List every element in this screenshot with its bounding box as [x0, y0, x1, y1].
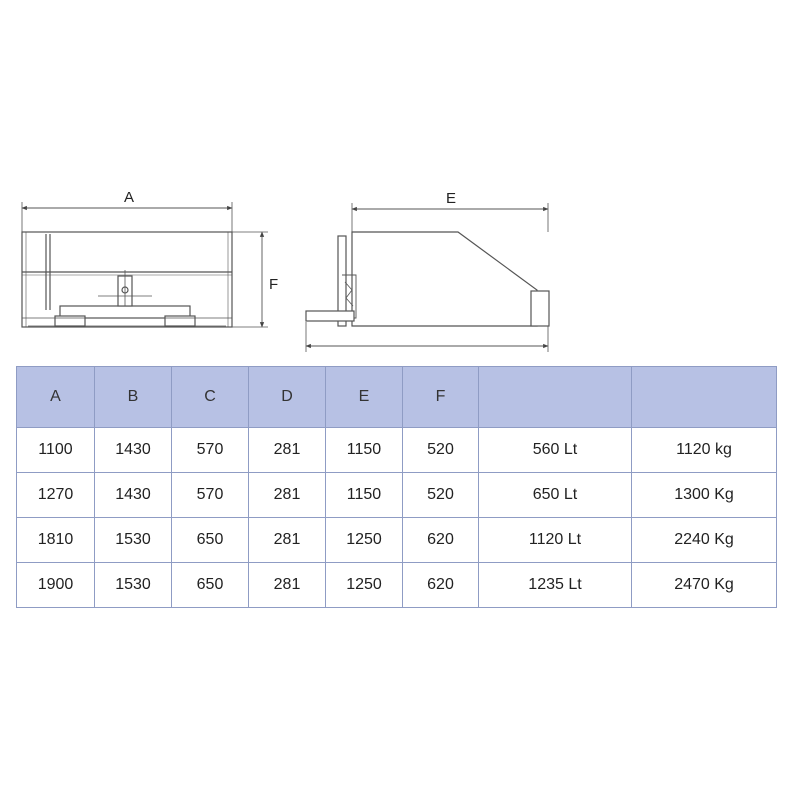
- table-cell: 1270: [17, 473, 95, 518]
- spec-table: [16, 366, 777, 608]
- table-cell: 1300 Kg: [632, 473, 777, 518]
- table-cell: 281: [249, 428, 326, 473]
- front-view: [22, 202, 268, 327]
- header-cell: E: [326, 367, 403, 428]
- table-cell: 1235 Lt: [479, 563, 632, 608]
- table-cell: 1150: [326, 473, 403, 518]
- table-cell: 650 Lt: [479, 473, 632, 518]
- table-row: [17, 518, 777, 563]
- table-cell: 520: [403, 428, 479, 473]
- table-cell: 520: [403, 473, 479, 518]
- table-cell: 1900: [17, 563, 95, 608]
- dimension-f-label: F: [269, 276, 279, 293]
- table-cell: 570: [172, 473, 249, 518]
- table-cell: 1250: [326, 518, 403, 563]
- table-cell: 281: [249, 473, 326, 518]
- table-cell: 570: [172, 428, 249, 473]
- table-cell: 1250: [326, 563, 403, 608]
- table-cell: 1430: [95, 428, 172, 473]
- table-cell: 620: [403, 518, 479, 563]
- table-cell: 1150: [326, 428, 403, 473]
- table-cell: 2470 Kg: [632, 563, 777, 608]
- table-cell: 620: [403, 563, 479, 608]
- header-cell: A: [17, 367, 95, 428]
- table-cell: 281: [249, 518, 326, 563]
- header-cell: B: [95, 367, 172, 428]
- table-row: [17, 473, 777, 518]
- header-cell: [632, 367, 777, 428]
- header-row: [17, 367, 777, 428]
- table-cell: 650: [172, 563, 249, 608]
- dimension-e-label: E: [446, 190, 457, 207]
- table-cell: 1120 Lt: [479, 518, 632, 563]
- table-cell: 1530: [95, 518, 172, 563]
- dimension-a-label: A: [124, 189, 135, 206]
- table-cell: 1120 kg: [632, 428, 777, 473]
- header-cell: D: [249, 367, 326, 428]
- table-cell: 281: [249, 563, 326, 608]
- header-cell: [479, 367, 632, 428]
- table-cell: 1430: [95, 473, 172, 518]
- table-cell: 2240 Kg: [632, 518, 777, 563]
- table-row: [17, 563, 777, 608]
- table-cell: 560 Lt: [479, 428, 632, 473]
- table-cell: 1530: [95, 563, 172, 608]
- table-row: [17, 428, 777, 473]
- header-cell: C: [172, 367, 249, 428]
- table-cell: 1810: [17, 518, 95, 563]
- table-cell: 650: [172, 518, 249, 563]
- table-cell: 1100: [17, 428, 95, 473]
- side-view: [306, 203, 549, 352]
- header-cell: F: [403, 367, 479, 428]
